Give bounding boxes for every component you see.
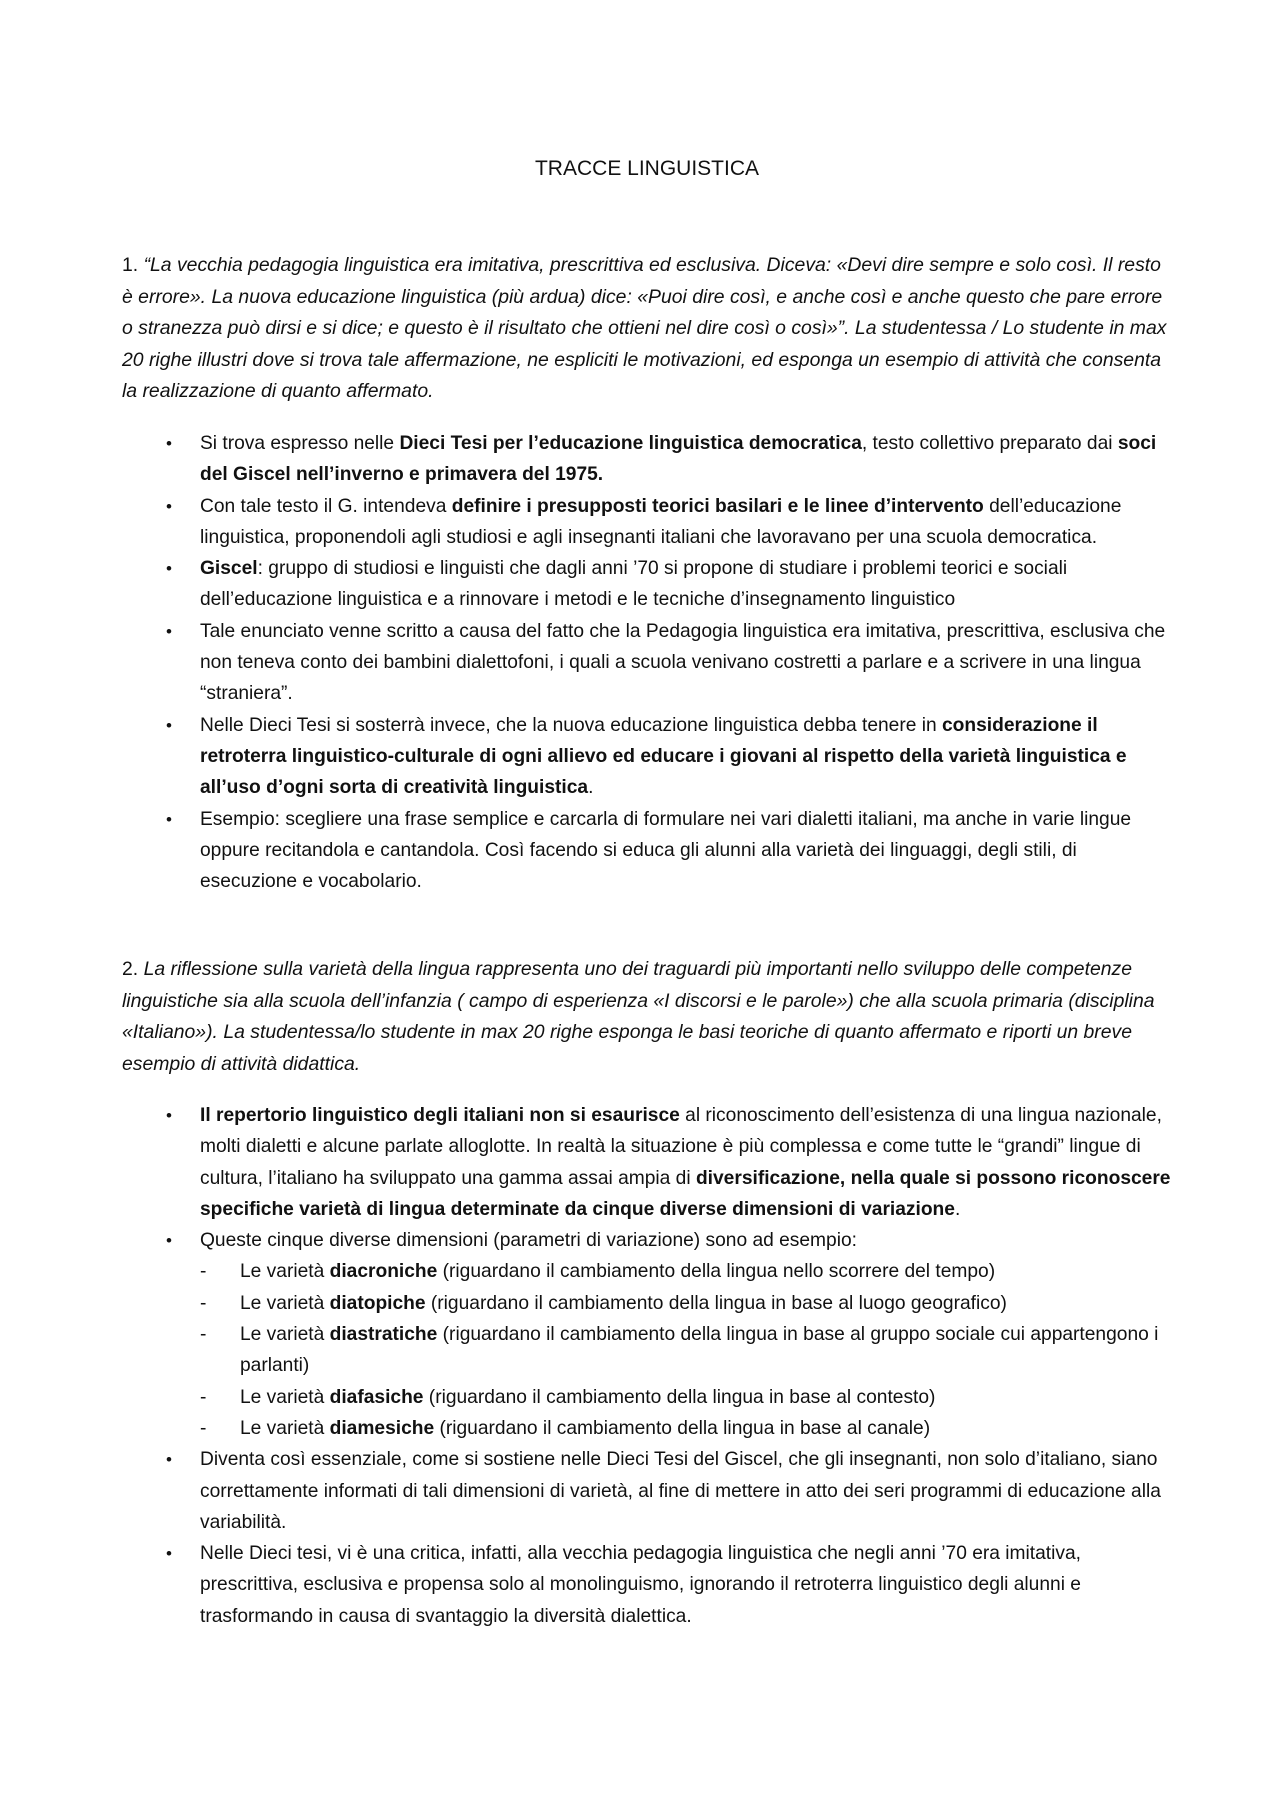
question-number: 1. bbox=[122, 254, 144, 276]
list-item: • Diventa così essenziale, come si sostiene nelle Dieci Tesi del Giscel, che gli insegnanti, non solo d’italiano, siano correttamente informati di tali dimensioni di varietà, al fine di mettere in atto dei seri programmi di educazione alla variabilità. bbox=[122, 1444, 1172, 1538]
list-item: • Con tale testo il G. intendeva definire i presupposti teorici basilari e le linee d’intervento dell’educazione linguistica, proponendoli agli studiosi e agli insegnanti italiani che lavoravano per una scuola democratica. bbox=[122, 491, 1172, 554]
bullet-icon: • bbox=[166, 1106, 172, 1125]
list-item: • Esempio: scegliere una frase semplice e carcarla di formulare nei vari dialetti italiani, ma anche in varie lingue oppure recitandola e cantandola. Così facendo si educa gli alunni alla varietà dei linguaggi, degli stili, di esecuzione e vocabolario. bbox=[122, 804, 1172, 898]
bullet-icon: • bbox=[166, 809, 172, 829]
bullet-icon: • bbox=[166, 559, 172, 579]
bullet-icon: • bbox=[166, 1231, 172, 1251]
list-item: • Nelle Dieci Tesi si sosterrà invece, che la nuova educazione linguistica debba tenere in considerazione il retroterra linguistico-culturale di ogni allievo ed educare i giovani al rispetto della varietà linguistica e all’uso d’ogni sorta di creatività linguistica. bbox=[122, 710, 1172, 804]
question-text: “La vecchia pedagogia linguistica era imitativa, prescrittiva ed esclusiva. Diceva: «Devi dire sempre e solo così. Il resto è errore». La nuova educazione linguistica (più ardua) dice: «Puoi dire così, e anche così e anche questo che pare errore o stranezza può dirsi e si dice; e questo è il risultato che ottieni nel dire così o così»”. La studentessa / Lo studente in max 20 righe illustri dove si trova tale affermazione, ne espliciti le motivazioni, ed esponga un esempio di attività che consenta la realizzazione di quanto affermato. bbox=[122, 254, 1167, 402]
dash-icon: - bbox=[200, 1292, 207, 1314]
question-text: La riflessione sulla varietà della lingua rappresenta uno dei traguardi più importanti nello sviluppo delle competenze linguistiche sia alla scuola dell’infanzia ( campo di esperienza «I discorsi e le parole») che alla scuola primaria (disciplina «Italiano»). La studentessa/lo studente in max 20 righe esponga le basi teoriche di quanto affermato e riporti un breve esempio di attività didattica. bbox=[122, 958, 1155, 1075]
question-1 bbox=[122, 250, 1172, 408]
list-item: • Si trova espresso nelle Dieci Tesi per l’educazione linguistica democratica, testo collettivo preparato dai soci del Giscel nell’inverno e primavera del 1975. bbox=[122, 428, 1172, 491]
bullet-icon: • bbox=[166, 1544, 172, 1564]
question-number: 2. bbox=[122, 958, 144, 980]
page-title: TRACCE LINGUISTICA bbox=[534, 157, 760, 180]
list-item: • Queste cinque diverse dimensioni (parametri di variazione) sono ad esempio: - Le varietà diacroniche (riguardano il cambiamento della lingua nello scorrere del tempo) - Le varietà diatopiche (riguardano il cambiamento della lingua in base al luogo geografico) - Le varietà diastratiche (riguardano il cambiamento della lingua in base al gruppo sociale cui appartengono i parlanti) - Le varietà diafasiche (riguardano il cambiamento della lingua in base al contesto) - Le varietà diamesiche (riguardano il cambiamento della lingua in base al canale) bbox=[122, 1225, 1172, 1444]
list-item: - Le varietà diamesiche (riguardano il cambiamento della lingua in base al canale) bbox=[200, 1413, 1172, 1444]
answer-2-list bbox=[122, 1100, 1172, 1632]
list-item: - Le varietà diatopiche (riguardano il cambiamento della lingua in base al luogo geografico) bbox=[200, 1288, 1172, 1319]
dash-icon: - bbox=[200, 1324, 207, 1346]
bullet-icon: • bbox=[166, 434, 172, 453]
dash-icon: - bbox=[200, 1386, 207, 1408]
list-item: - Le varietà diacroniche (riguardano il cambiamento della lingua nello scorrere del tempo) bbox=[200, 1256, 1172, 1287]
list-item: • Tale enunciato venne scritto a causa del fatto che la Pedagogia linguistica era imitativa, prescrittiva, esclusiva che non teneva conto dei bambini dialettofoni, i quali a scuola venivano costretti a parlare e a scrivere in una lingua “straniera”. bbox=[122, 616, 1172, 710]
list-item: • Il repertorio linguistico degli italiani non si esaurisce al riconoscimento dell’esistenza di una lingua nazionale, molti dialetti e alcune parlate alloglotte. In realtà la situazione è più complessa e come tutte le “grandi” lingue di cultura, l’italiano ha sviluppato una gamma assai ampia di diversificazione, nella quale si possono riconoscere specifiche varietà di lingua determinate da cinque diverse dimensioni di variazione. bbox=[122, 1100, 1172, 1225]
list-item: • Nelle Dieci tesi, vi è una critica, infatti, alla vecchia pedagogia linguistica che negli anni ’70 era imitativa, prescrittiva, esclusiva e propensa solo al monolinguismo, ignorando il retroterra linguistico degli alunni e trasformando in causa di svantaggio la diversità dialettica. bbox=[122, 1538, 1172, 1632]
list-item: - Le varietà diastratiche (riguardano il cambiamento della lingua in base al gruppo sociale cui appartengono i parlanti) bbox=[200, 1319, 1172, 1382]
list-item: • Giscel: gruppo di studiosi e linguisti che dagli anni ’70 si propone di studiare i problemi teorici e sociali dell’educazione linguistica e a rinnovare i metodi e le tecniche d’insegnamento linguistico bbox=[122, 553, 1172, 616]
dash-icon: - bbox=[200, 1417, 207, 1439]
bullet-icon: • bbox=[166, 621, 172, 641]
variation-list bbox=[200, 1256, 1172, 1444]
bullet-icon: • bbox=[166, 715, 172, 735]
bullet-icon: • bbox=[166, 496, 172, 516]
bullet-icon: • bbox=[166, 1450, 172, 1470]
list-item: - Le varietà diafasiche (riguardano il cambiamento della lingua in base al contesto) bbox=[200, 1382, 1172, 1413]
question-2 bbox=[122, 954, 1172, 1080]
dash-icon: - bbox=[200, 1261, 207, 1283]
answer-1-list bbox=[122, 428, 1172, 897]
